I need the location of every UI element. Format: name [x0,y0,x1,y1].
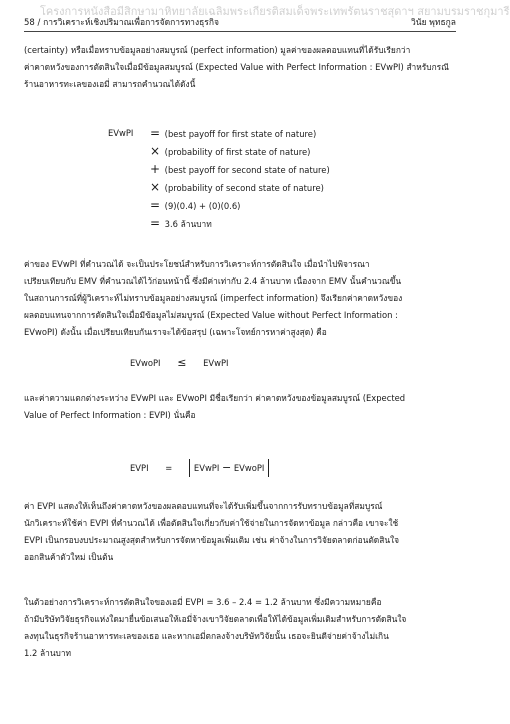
paragraph-2: ค่าของ EVwPI ที่คำนวณได้ จะเป็นประโยชน์สำหรับการวิเคราะห์การตัดสินใจ เมื่อนำไปพิจารณา เปรียบเทียบกับ EMV ที่คำนวณได้ไว้ก่อนหน้านี้ ซึ่งมีค่าเท่ากับ 2.4 ล้านบาท เนื่องจาก EMV นั้นคำนวณขึ้น ในสถานการณ์ที่ผู้วิเคราะห์ไม่ทราบข้อมูลอย่างสมบูรณ์ (imperfect information) จึงเรียกค่าคาดหวังของ ผลตอบแทนจากการตัดสินใจเมื่อมีข้อมูลไม่สมบูรณ์ (Expected Value without Perfect Information : EVwoPI) ดังนั้น เมื่อเปรียบเทียบกันเราจะได้ข้อสรุป (เฉพาะโจทย์การหาค่าสูงสุด) คือ [24,259,403,337]
watermark-text: โครงการหนังสือมีสิกษามาหิทยาลัยเฉลิมพระเกียรติสมเด็จพระเทพรัตนราชสุดาฯ สยามบรมราชกุมารี [40,5,510,18]
paragraph-1: (certainty) หรือเมื่อทราบข้อมูลอย่างสมบูรณ์ (perfect information) มูลค่าของผลตอบแทนที่ได้รับเรียกว่า ค่าคาดหวังของการตัดสินใจเมื่อมีข้อมูลสมบูรณ์ (Expected Value with Perfect Information : EVwPI) สำหรับกรณี ร้านอาหารทะเลของเอมี่ สามารถคำนวณได้ดังนี้ [24,45,449,89]
absolute-value: EVwPI − EVwoPI [189,459,269,477]
formula-row: = (best payoff for first state of nature) [149,126,317,140]
formula-row: = 3.6 ล้านบาท [149,216,212,230]
header-left: 58 / การวิเคราะห์เชิงปริมาณเพื่อการจัดการทางธุรกิจ [24,18,219,28]
formula-row: × (probability of second state of nature) [149,180,324,194]
formula-row: = (9)(0.4) + (0)(0.6) [149,198,241,212]
formula-row: × (probability of first state of nature) [149,144,311,158]
paragraph-3: และค่าความแตกต่างระหว่าง EVwPI และ EVwoPI มีชื่อเรียกว่า ค่าคาดหวังของข้อมูลสมบูรณ์ (Expected Value of Perfect Information : EVPI) นั่นคือ [24,393,406,420]
paragraph-4: ค่า EVPI แสดงให้เห็นถึงค่าคาดหวังของผลตอบแทนที่จะได้รับเพิ่มขึ้นจากการรับทราบข้อมูลที่สมบูรณ์ นักวิเคราะห์ใช้ค่า EVPI ที่คำนวณได้ เพื่อตัดสินใจเกี่ยวกับค่าใช้จ่ายในการจัดหาข้อมูล กล่าวคือ เขาจะใช้ EVPI เป็นกรอบงบประมาณสูงสุดสำหรับการจัดหาข้อมูลเพิ่มเติม เช่น ค่าจ้างในการวิจัยตลาดก่อนตัดสินใจ ออกสินค้าตัวใหม่ เป็นต้น [24,501,400,562]
header-rule [24,31,456,32]
paragraph-5: ในตัวอย่างการวิเคราะห์การตัดสินใจของเอมี่ EVPI = 3.6 – 2.4 = 1.2 ล้านบาท ซึ่งมีความหมายคือ ถ้ามีบริษัทวิจัยธุรกิจแห่งใดมายื่นข้อเสนอให้เอมี่จ้างเขาวิจัยตลาดเพื่อให้ได้ข้อมูลเพิ่มเติมสำหรับการตัดสินใจ ลงทุนในธุรกิจร้านอาหารทะเลของเธอ และหากเอมี่ตกลงจ้างบริษัทวิจัยนั้น เธอจะยินดีจ่ายค่าจ้างไม่เกิน 1.2 ล้านบาท [24,597,407,658]
header-author: วินัย พุทธกูล [410,18,456,28]
inequality: EVwoPI ≤ EVwPI [130,356,229,369]
evpi-formula: EVPI = EVwPI − EVwoPI [130,459,269,477]
formula-lhs: EVwPI [108,128,134,138]
page-header [24,16,456,30]
evwpi-formula [108,124,408,234]
formula-row: + (best payoff for second state of nature) [149,162,330,176]
